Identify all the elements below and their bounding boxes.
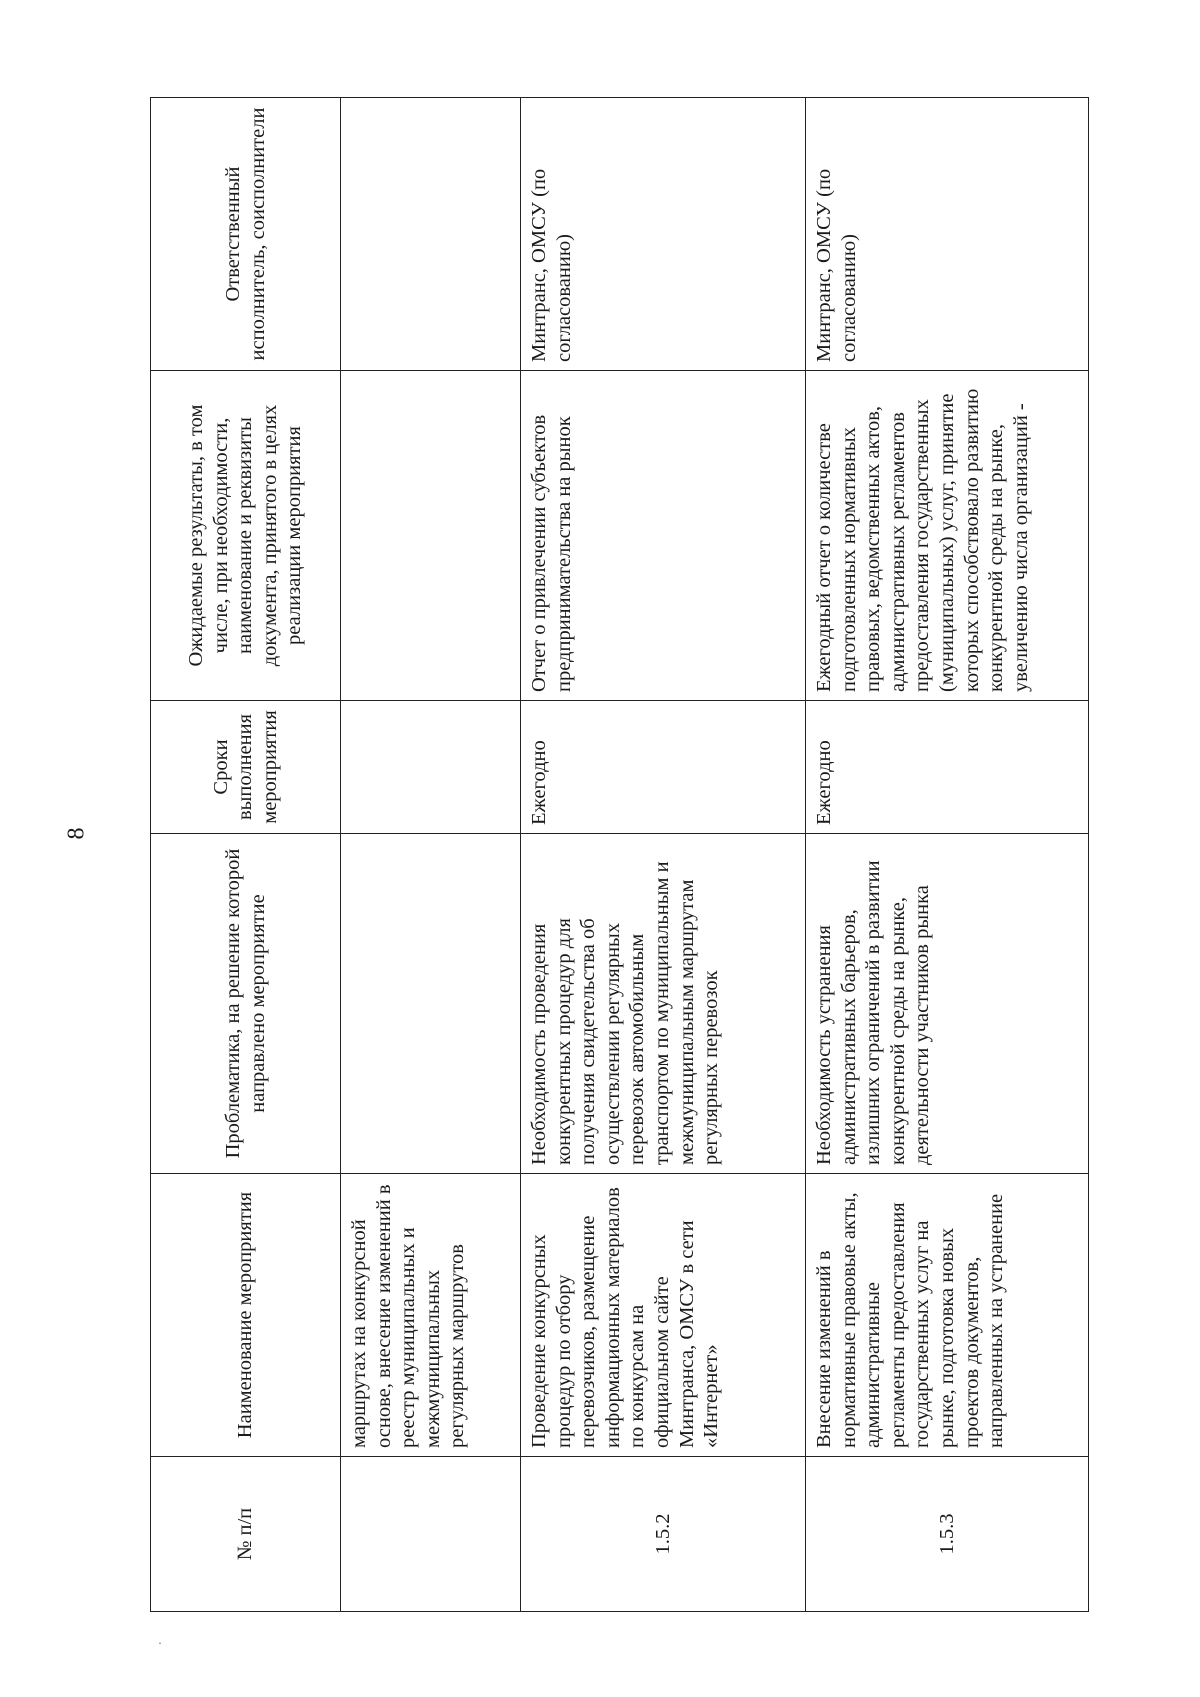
- header-responsible: Ответственный исполнитель, соисполнители: [151, 98, 341, 371]
- row-problem: Необходимость проведения конкурентных процедур для получения свидетельства об осуществлении регулярных перевозок автомобильным транспортом по муниципальным и межмуниципальным маршрутам регулярных перевозок: [521, 834, 806, 1174]
- header-problem: Проблематика, на решение которой направлено мероприятие: [151, 834, 341, 1174]
- scan-mark: ·: [158, 1636, 162, 1650]
- row-results: [341, 371, 521, 701]
- row-num: 1.5.3: [806, 1457, 1089, 1612]
- page-number: 8: [63, 827, 90, 840]
- row-problem: [341, 834, 521, 1174]
- table-row: [806, 98, 1089, 1612]
- row-problem: Необходимость устранения административных барьеров, излишних ограничений в развитии конкурентной среды на рынке, деятельности участников рынка: [806, 834, 1089, 1174]
- row-responsible: Минтранс, ОМСУ (по согласованию): [521, 98, 806, 371]
- row-deadline: Ежегодно: [521, 701, 806, 834]
- table-row: [521, 98, 806, 1612]
- row-responsible: Минтранс, ОМСУ (по согласованию): [806, 98, 1089, 371]
- header-name: Наименование мероприятия: [151, 1174, 341, 1457]
- header-num: № п/п: [151, 1457, 341, 1612]
- row-name: маршрутах на конкурсной основе, внесение изменений в реестр муниципальных и межмуниципальных регулярных маршрутов: [341, 1174, 521, 1457]
- table-header-row: [151, 98, 341, 1612]
- row-deadline: Ежегодно: [806, 701, 1089, 834]
- row-responsible: [341, 98, 521, 371]
- row-results: Отчет о привлечении субъектов предпринимательства на рынок: [521, 371, 806, 701]
- row-num: [341, 1457, 521, 1612]
- header-results: Ожидаемые результаты, в том числе, при необходимости, наименование и реквизиты документа, принятого в целях реализации мероприятия: [151, 371, 341, 701]
- header-deadline: Сроки выполнения мероприятия: [151, 701, 341, 834]
- row-deadline: [341, 701, 521, 834]
- row-num: 1.5.2: [521, 1457, 806, 1612]
- table-row: [341, 98, 521, 1612]
- row-name: Проведение конкурсных процедур по отбору перевозчиков, размещение информационных материалов по конкурсам на официальном сайте Минтранса, ОМСУ в сети «Интернет»: [521, 1174, 806, 1457]
- row-name: Внесение изменений в нормативные правовые акты, административные регламенты предоставления государственных услуг на рынке, подготовка новых проектов документов, направленных на устранение: [806, 1174, 1089, 1457]
- row-results: Ежегодный отчет о количестве подготовленных нормативных правовых, ведомственных актов, административных регламентов предоставления государственных (муниципальных) услуг, принятие которых способствовало развитию конкурентной среды на рынке, увеличению числа организаций -: [806, 371, 1089, 701]
- rotated-table-container: [150, 98, 1088, 1612]
- measures-table: [150, 97, 1089, 1612]
